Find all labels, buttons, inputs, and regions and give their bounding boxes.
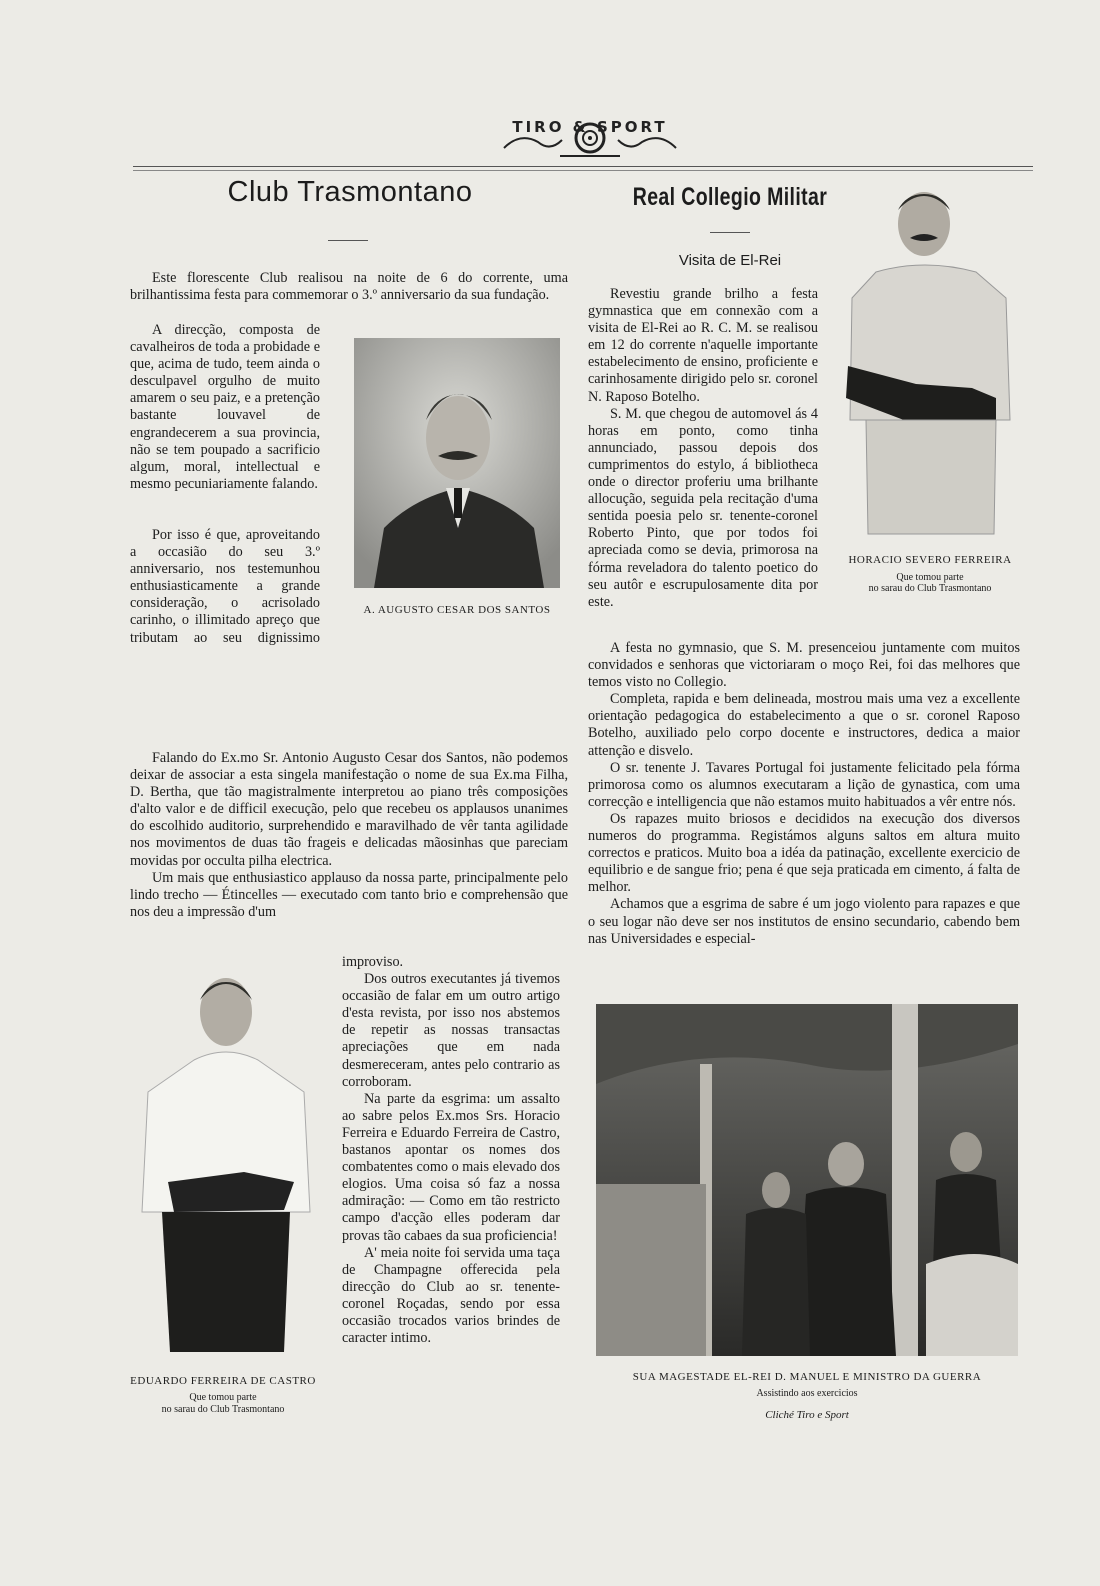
left-article-narrow [130, 322, 320, 493]
left-paragraph-9: A' meia noite foi servida uma taça de Champagne offerecida pela direcção do Club ao sr. tenente-coronel Roçadas, sendo por essa occasião trocados varios brindes de caracter intimo. [342, 1244, 560, 1347]
masthead-text: TIRO & SPORT [512, 118, 668, 136]
left-article-title: Club Trasmontano [227, 176, 473, 208]
right-paragraph-2: S. M. que chegou de automovel ás 4 horas em ponto, como tinha annunciado, passou depois dos cumprimentos do estylo, á bibliotheca onde o director proferiu uma brilhante allocução, seguida pela recitação d'uma sentida poesia pelo sr. tenente-coronel Roberto Pinto, que por todos foi apreciada como se devia, primorosa na fórma reveladora do talento poetico do seu autôr e escrupulosamente dita por este. [588, 405, 818, 610]
left-paragraph-5: Um mais que enthusiastico applauso da nossa parte, principalmente pelo lindo trecho — Étincelles — executado com tanto brio e comprehensão que nos deu a impressão d'um [130, 869, 568, 920]
left-paragraph-6: improviso. [342, 954, 404, 970]
masthead-logo [500, 112, 680, 162]
right-article-body [588, 640, 1020, 948]
photo-castro-caption: EDUARDO FERREIRA DE CASTRO [130, 1375, 316, 1387]
right-paragraph-4: Completa, rapida e bem delineada, mostrou mais uma vez a excellente orientação pedagogica do estabelecimento a que o sr. coronel Raposo Botelho, auxiliado pelo corpo docente e instructores, dedica a maior attenção e disvelo. [588, 691, 1020, 759]
photo-castro [134, 972, 318, 1358]
photo-horacio-sub2: no sarau do Club Trasmontano [868, 583, 992, 594]
right-article-narrow [588, 286, 818, 628]
left-paragraph-7: Dos outros executantes já tivemos occasião de falar em um outro artigo d'esta revista, por isso nos abstemos de repetir as nossas transactas apreciações que em nada desmereceram, antes pelo contrario as corroboram. [342, 971, 560, 1090]
photo-king-credit: Cliché Tiro e Sport [765, 1409, 849, 1421]
left-paragraph-2: A direcção, composta de cavalheiros de toda a probidade e que, acima de tudo, teem ainda o desculpavel orgulho de muito amarem o seu paiz, e a pretenção bastante louvavel de engrandecerem a sua provincia, não se tem poupado a sacrificio algum, moral, intellectual e mesmo pecuniariamente falando. [130, 322, 320, 492]
header-rule [133, 166, 1033, 167]
photo-horacio [846, 188, 1016, 538]
left-article-narrow-2 [130, 527, 320, 647]
right-article-title: Real Collegio Militar [632, 183, 828, 211]
right-paragraph-1: Revestiu grande brilho a festa gymnastica que em connexão com a visita de El-Rei ao R. C. M. se realisou em 12 do corrente n'aquelle importante estabelecimento de ensino, proficiente e carinhosamente dirigido pelo sr. coronel N. Raposo Botelho. [588, 286, 818, 405]
right-article-subtitle: Visita de El-Rei [678, 252, 782, 269]
left-title-divider [328, 240, 368, 241]
header-rule-2 [133, 170, 1033, 171]
photo-king [596, 1004, 1018, 1356]
right-paragraph-6: Os rapazes muito briosos e decididos na execução dos diversos numeros do programma. Registámos alguns saltos em altura muito correctos e praticos. Muito boa a idéa da patinação, excellente exercicio de equilibrio e de sangue frio; pena é que seja praticada em cimento, á falta de melhor. [588, 810, 1020, 896]
photo-santos-caption: A. AUGUSTO CESAR DOS SANTOS [363, 604, 551, 616]
photo-castro-sub2: no sarau do Club Trasmontano [161, 1404, 285, 1415]
photo-king-sub: Assistindo aos exercicios [756, 1388, 858, 1399]
right-paragraph-7: Achamos que a esgrima de sabre é um jogo violento para rapazes e que o seu logar não deve ser nos institutos de ensino secundario, cabendo bem nas Universidades e especial- [588, 896, 1020, 947]
photo-horacio-caption: HORACIO SEVERO FERREIRA [848, 554, 1012, 566]
photo-castro-sub1: Que tomou parte [189, 1392, 257, 1403]
left-paragraph-1: Este florescente Club realisou na noite de 6 do corrente, uma brilhantissima festa para commemorar o 3.º anniversario da sua fundação. [130, 270, 568, 304]
right-title-divider [710, 232, 750, 233]
left-article-body [130, 750, 568, 921]
left-paragraph-3: Por isso é que, aproveitando a occasião do seu 3.º anniversario, nos testemunhou enthusiasticamente a grande consideração, o acrisolado carinho, o illimitado apreço que tributam ao seu dignissimo [130, 527, 320, 646]
right-paragraph-5: O sr. tenente J. Tavares Portugal foi justamente felicitado pela fórma primorosa como os alumnos executaram a lição de gynastica, com uma correcção e intelligencia que não estamos muito habituados a vêr entre nós. [588, 759, 1020, 810]
photo-santos [354, 338, 560, 588]
photo-king-caption: SUA MAGESTADE EL-REI D. MANUEL E MINISTRO DA GUERRA [632, 1371, 982, 1383]
left-article-intro [130, 270, 568, 304]
photo-horacio-sub1: Que tomou parte [896, 572, 964, 583]
right-paragraph-3: A festa no gymnasio, que S. M. presenceiou juntamente com muitos convidados e senhoras que victoriaram o moço Rei, foi das melhores que temos visto no Collegio. [588, 640, 1020, 691]
left-paragraph-4: Falando do Ex.mo Sr. Antonio Augusto Cesar dos Santos, não podemos deixar de associar a esta singela manifestação o nome de sua Ex.ma Filha, D. Bertha, que tão magistralmente interpretou ao piano três composições d'alto valor e de difficil execução, pelo que recebeu os applausos unanimes do escolhido auditorio, surprehendido e maravilhado de vêr tanta agilidade nos movimentos de duas tão frageis e delicadas mãosinhas que pareciam movidas por occulta pilha electrica. [130, 750, 568, 869]
left-article-column-2 [342, 954, 560, 1347]
left-paragraph-8: Na parte da esgrima: um assalto ao sabre pelos Ex.mos Srs. Horacio Ferreira e Eduardo Ferreira de Castro, bastanos apontar os nomes dos combatentes como o mais elevado dos elogios. Uma coisa só faz a nossa admiração: — Como em tão restricto campo d'acção elles poderam dar provas tão cabaes da sua proficiencia! [342, 1090, 560, 1244]
